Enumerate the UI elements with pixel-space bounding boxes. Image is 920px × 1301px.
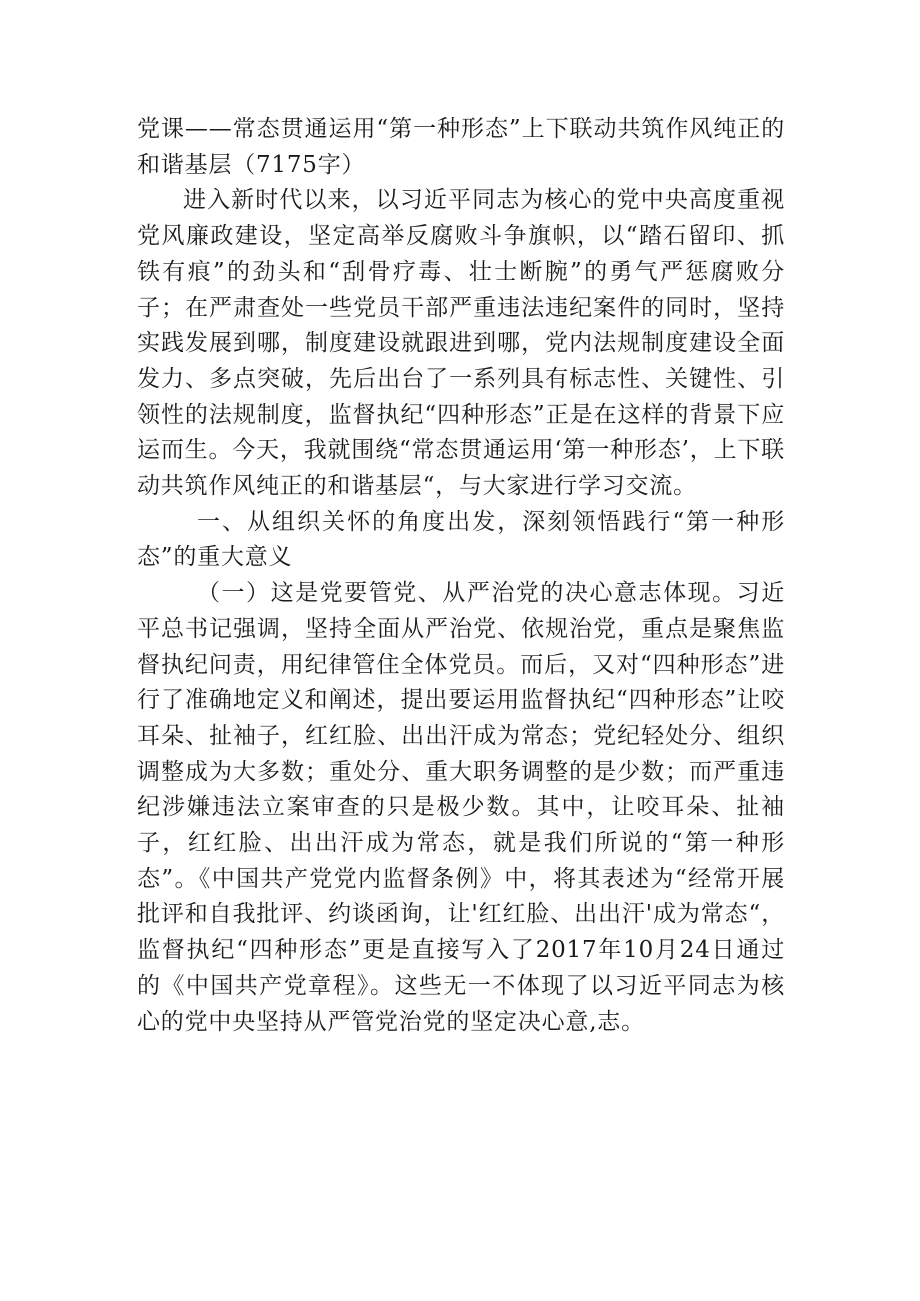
intro-paragraph: 进入新时代以来，以习近平同志为核心的党中央高度重视党风廉政建设，坚定高举反腐败斗争旗帜，以“踏石留印、抓铁有痕”的劲头和“刮骨疗毒、壮士断腕”的勇气严惩腐败分子；在严肃查处一些党员干部严重违法违纪案件的同时，坚持实践发展到哪，制度建设就跟进到哪，党内法规制度建设全面发力、多点突破，先后出台了一系列具有标志性、关键性、引领性的法规制度，监督执纪“四种形态”正是在这样的背景下应运而生。今天，我就围绕“常态贯通运用‘第一种形态’，上下联动共筑作风纯正的和谐基层“，与大家进行学习交流。 [137, 187, 785, 500]
section-heading: 一、从组织关怀的角度出发，深刻领悟践行“第一种形态”的重大意义 [137, 508, 785, 571]
document-title: 党课——常态贯通运用“第一种形态”上下联动共筑作风纯正的和谐基层（7175字） [137, 116, 785, 178]
subsection-paragraph: （一）这是党要管党、从严治党的决心意志体现。习近平总书记强调，坚持全面从严治党、依规治党，重点是聚焦监督执纪问责，用纪律管住全体党员。而后，又对“四种形态”进行了准确地定义和阐述，提出要运用监督执纪“四种形态”让咬耳朵、扯袖子，红红脸、出出汗成为常态；党纪轻处分、组织调整成为大多数；重处分、重大职务调整的是少数；而严重违纪涉嫌违法立案审查的只是极少数。其中，让咬耳朵、扯袖子，红红脸、出出汗成为常态，就是我们所说的“第一种形态”。《中国共产党党内监督条例》中，将其表述为“经常开展批评和自我批评、约谈函询，让'红红脸、出出汗'成为常态“，监督执纪“四种形态”更是直接写入了2017年10月24日通过的《中国共产党章程》。这些无一不体现了以习近平同志为核心的党中央坚持从严管党治党的坚定决心意,志。 [137, 580, 785, 1035]
document-body [137, 112, 785, 1040]
